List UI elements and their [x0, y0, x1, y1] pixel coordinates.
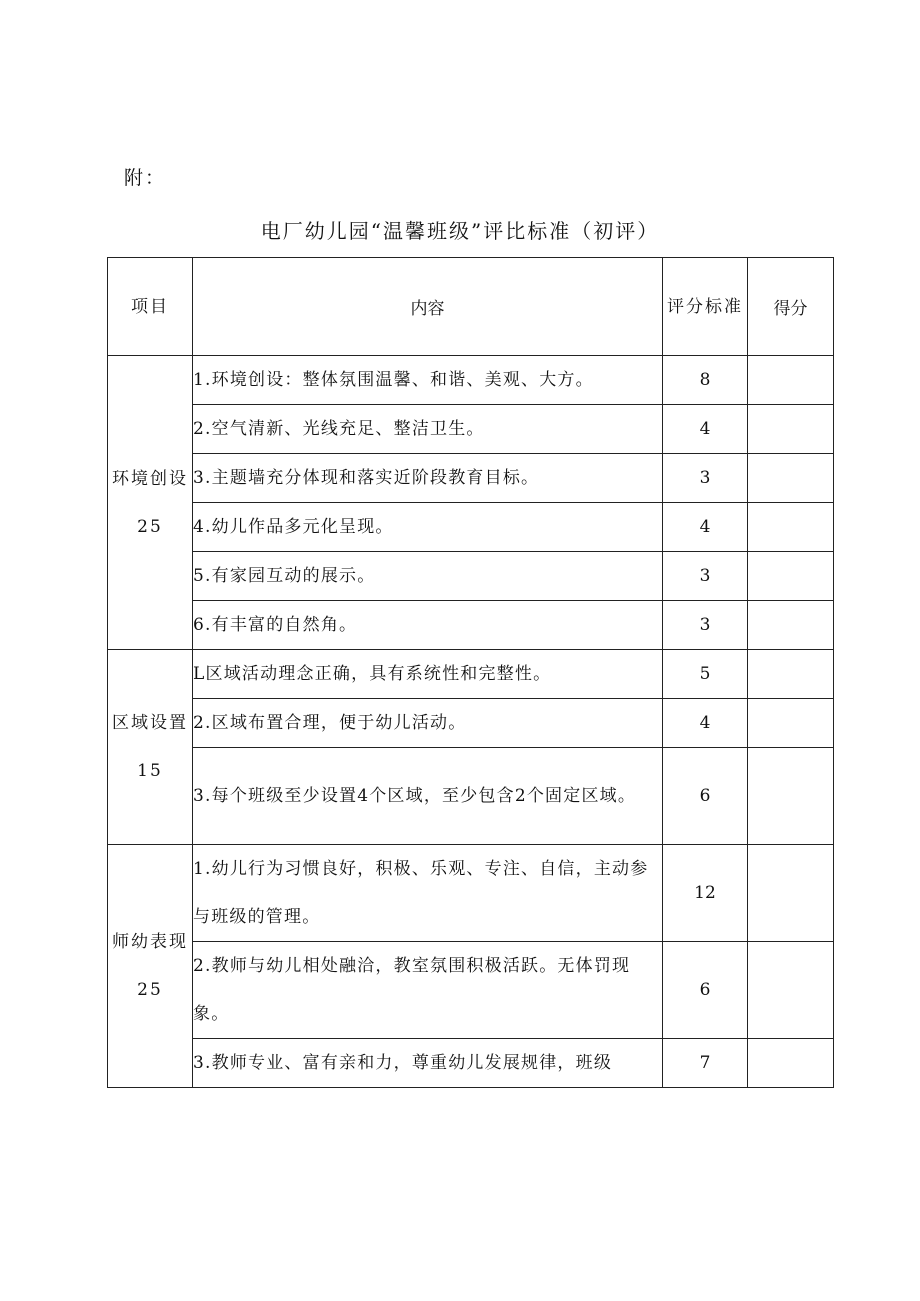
score-cell[interactable] [748, 942, 834, 1039]
content-cell: 3.主题墙充分体现和落实近阶段教育目标。 [193, 454, 663, 503]
category-cell: 区域设置15 [108, 650, 193, 845]
table-row [108, 356, 834, 405]
content-cell: 2.区域布置合理，便于幼儿活动。 [193, 699, 663, 748]
table-row [108, 845, 834, 942]
table-row [108, 601, 834, 650]
evaluation-standards-table [107, 257, 834, 1088]
content-cell: 6.有丰富的自然角。 [193, 601, 663, 650]
header-item: 项目 [108, 258, 193, 356]
table-row [108, 405, 834, 454]
table-row [108, 454, 834, 503]
points-cell: 6 [663, 942, 748, 1039]
points-cell: 4 [663, 699, 748, 748]
header-content: 内容 [193, 258, 663, 356]
points-cell: 4 [663, 405, 748, 454]
table-row [108, 650, 834, 699]
table-row [108, 552, 834, 601]
points-cell: 3 [663, 454, 748, 503]
points-cell: 12 [663, 845, 748, 942]
score-cell[interactable] [748, 699, 834, 748]
table-row [108, 699, 834, 748]
points-cell: 6 [663, 748, 748, 845]
category-cell: 环境创设25 [108, 356, 193, 650]
category-cell: 师幼表现25 [108, 845, 193, 1088]
content-cell: 5.有家园互动的展示。 [193, 552, 663, 601]
score-cell[interactable] [748, 845, 834, 942]
document-title: 电厂幼儿园“温馨班级”评比标准（初评） [260, 219, 660, 243]
table-row [108, 748, 834, 845]
content-cell: 3.教师专业、富有亲和力，尊重幼儿发展规律，班级 [193, 1039, 663, 1088]
score-cell[interactable] [748, 601, 834, 650]
score-cell[interactable] [748, 552, 834, 601]
attachment-label: 附： [124, 167, 167, 189]
score-cell[interactable] [748, 1039, 834, 1088]
content-cell: 2.教师与幼儿相处融洽，教室氛围积极活跃。无体罚现象。 [193, 942, 663, 1039]
points-cell: 3 [663, 552, 748, 601]
content-cell: L区域活动理念正确，具有系统性和完整性。 [193, 650, 663, 699]
score-cell[interactable] [748, 748, 834, 845]
score-cell[interactable] [748, 356, 834, 405]
table-header-row [108, 258, 834, 356]
points-cell: 3 [663, 601, 748, 650]
score-cell[interactable] [748, 503, 834, 552]
points-cell: 5 [663, 650, 748, 699]
header-standard: 评分标准 [663, 258, 748, 356]
score-cell[interactable] [748, 650, 834, 699]
points-cell: 4 [663, 503, 748, 552]
content-cell: 1.环境创设：整体氛围温馨、和谐、美观、大方。 [193, 356, 663, 405]
points-cell: 7 [663, 1039, 748, 1088]
table-row [108, 942, 834, 1039]
content-cell: 4.幼儿作品多元化呈现。 [193, 503, 663, 552]
table-row [108, 1039, 834, 1088]
content-cell: 3.每个班级至少设置4个区域，至少包含2个固定区域。 [193, 748, 663, 845]
score-cell[interactable] [748, 405, 834, 454]
score-cell[interactable] [748, 454, 834, 503]
table-row [108, 503, 834, 552]
content-cell: 1.幼儿行为习惯良好，积极、乐观、专注、自信，主动参与班级的管理。 [193, 845, 663, 942]
content-cell: 2.空气清新、光线充足、整洁卫生。 [193, 405, 663, 454]
header-score: 得分 [748, 258, 834, 356]
points-cell: 8 [663, 356, 748, 405]
